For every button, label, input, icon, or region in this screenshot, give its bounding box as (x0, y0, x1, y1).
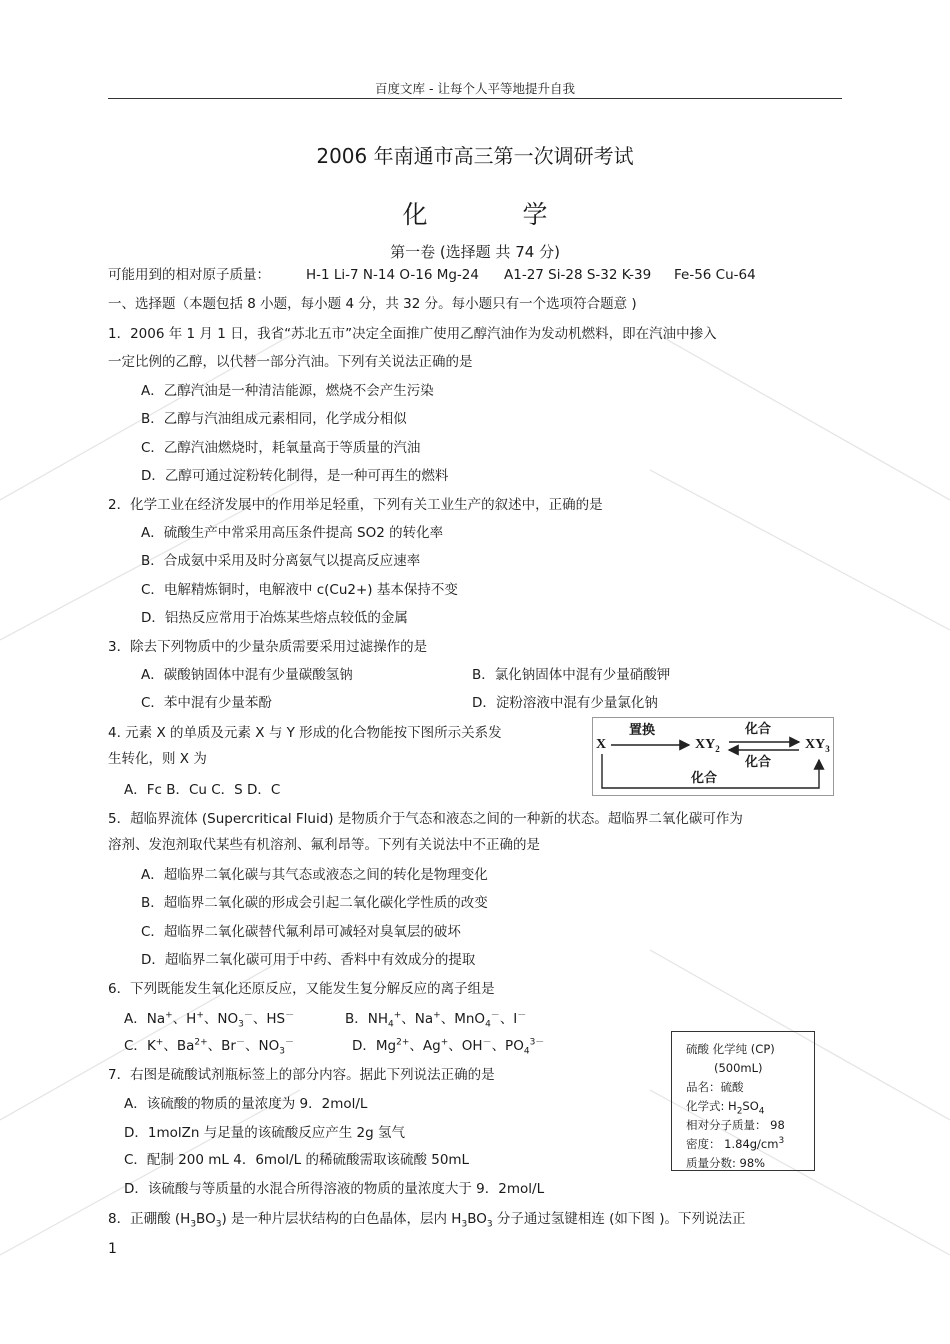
q1-option-a: A．乙醇汽油是一种清洁能源，燃烧不会产生污染 (141, 383, 434, 399)
diagram-node-x: X (596, 737, 607, 752)
q7-option-d: D．该硫酸与等质量的水混合所得溶液的物质的量浓度大于 9．2mol/L (124, 1181, 545, 1197)
page-number: 1 (108, 1241, 117, 1257)
q4-stem-line-2: 生转化，则 X 为 (108, 751, 207, 767)
q1-option-c: C．乙醇汽油燃烧时，耗氧量高于等质量的汽油 (141, 440, 421, 456)
label-line-3: 品名：硫酸 (686, 1080, 744, 1094)
q5-option-c: C．超临界二氧化碳替代氟利昂可减轻对臭氧层的破坏 (141, 924, 461, 940)
label-line-6: 密度： $1.84g/cm^3$ (686, 1136, 785, 1151)
q1-option-d: D．乙醇可通过淀粉转化制得，是一种可再生的燃料 (141, 468, 449, 484)
subject-char-2: 学 (522, 200, 548, 229)
diagram-label-combine-top: 化合 (745, 722, 772, 737)
q1-stem-line-2: 一定比例的乙醇，以代替一部分汽油。下列有关说法正确的是 (108, 354, 473, 370)
q6-option-c: C．K+、$Ba^{2+}$、Br－、$NO_3^-$ (124, 1037, 294, 1057)
diagram-node-xy2: $XY_2$ (695, 737, 720, 754)
q5-stem-line-1: 5．超临界流体 (Supercritical Fluid) 是物质介于气态和液态之间的一种新的状态。超临界二氧化碳可作为 (108, 811, 743, 827)
q5-option-b: B．超临界二氧化碳的形成会引起二氧化碳化学性质的改变 (141, 895, 488, 911)
q7-option-b: D．1molZn 与足量的该硫酸反应产生 2g 氢气 (124, 1125, 405, 1141)
label-line-4: 化学式: $H_2SO_4$ (686, 1099, 765, 1117)
header-rule (108, 98, 842, 99)
q3-stem: 3．除去下列物质中的少量杂质需要采用过滤操作的是 (108, 639, 428, 655)
q6-stem: 6．下列既能发生氧化还原反应，又能发生复分解反应的离子组是 (108, 981, 495, 997)
q3-option-b: B．氯化钠固体中混有少量硝酸钾 (472, 667, 671, 683)
diagram-label-displacement: 置换 (629, 723, 656, 738)
q3-option-a: A．碳酸钠固体中混有少量碳酸氢钠 (141, 667, 353, 683)
q3-option-c: C．苯中混有少量苯酚 (141, 695, 272, 711)
q2-option-b: B．合成氨中采用及时分离氨气以提高反应速率 (141, 553, 421, 569)
atomic-mass-group-3: Fe-56 Cu-64 (674, 267, 756, 283)
label-line-5: 相对分子质量： 98 (686, 1118, 785, 1132)
reaction-diagram (592, 717, 834, 796)
q4-options: A．Fc B．Cu C．S D．C (124, 782, 281, 798)
diagram-label-combine-bottom: 化合 (691, 771, 718, 786)
section-heading: 一、选择题（本题包括 8 小题，每小题 4 分，共 32 分。每小题只有一个选项符合题意 ) (108, 296, 637, 312)
q3-option-d: D．淀粉溶液中混有少量氯化钠 (472, 695, 658, 711)
q2-stem: 2．化学工业在经济发展中的作用举足轻重，下列有关工业生产的叙述中，正确的是 (108, 497, 603, 513)
q6-option-d: D．$Mg^{2+}$、Ag+、OH－、$PO_4^{3-}$ (352, 1037, 545, 1057)
exam-title: 2006 年南通市高三第一次调研考试 (316, 144, 634, 168)
diagram-node-xy3: $XY_3$ (805, 737, 830, 754)
page-header: 百度文库 - 让每个人平等地提升自我 (375, 81, 575, 96)
subject-title (0, 195, 950, 231)
q7-option-c: C．配制 200 mL 4．6mol/L 的稀硫酸需取该硫酸 50mL (124, 1152, 470, 1168)
label-line-1: 硫酸 化学纯 (CP) (686, 1042, 775, 1056)
atomic-mass-group-2: A1-27 Si-28 S-32 K-39 (504, 267, 652, 283)
q7-stem: 7．右图是硫酸试剂瓶标签上的部分内容。据此下列说法正确的是 (108, 1067, 495, 1083)
q2-option-c: C．电解精炼铜时，电解液中 c(Cu2+) 基本保持不变 (141, 582, 458, 598)
q2-option-a: A．硫酸生产中常采用高压条件提高 SO2 的转化率 (141, 525, 444, 541)
label-line-7: 质量分数: 98% (686, 1156, 766, 1170)
atomic-mass-group-1: H-1 Li-7 N-14 O-16 Mg-24 (306, 267, 479, 283)
q8-stem: 8．正硼酸 $(H_3BO_3)$ 是一种片层状结构的白色晶体，层内 $H_3BO_3$ 分子通过氢键相连 (如下图 )。下列说法正 (108, 1211, 746, 1230)
atomic-mass-label: 可能用到的相对原子质量： (108, 267, 270, 283)
q6-option-b: B．$NH_4^+$、Na+、MnO$_4$－、I－ (345, 1010, 527, 1030)
q1-stem-line-1: 1．2006 年 1 月 1 日，我省“苏北五市”决定全面推广使用乙醇汽油作为发动机燃料，即在汽油中掺入 (108, 326, 717, 342)
label-line-2: (500mL) (714, 1061, 763, 1075)
q5-stem-line-2: 溶剂、发泡剂取代某些有机溶剂、氟利昂等。下列有关说法中不正确的是 (108, 837, 540, 853)
q5-option-a: A．超临界二氧化碳与其气态或液态之间的转化是物理变化 (141, 867, 488, 883)
q2-option-d: D．铝热反应常用于冶炼某些熔点较低的金属 (141, 610, 408, 626)
q4-stem-line-1: 4. 元素 X 的单质及元素 X 与 Y 形成的化合物能按下图所示关系发 (108, 725, 502, 741)
q1-option-b: B．乙醇与汽油组成元素相同，化学成分相似 (141, 411, 407, 427)
q5-option-d: D．超临界二氧化碳可用于中药、香料中有效成分的提取 (141, 952, 476, 968)
q7-option-a: A．该硫酸的物质的量浓度为 9．2mol/L (124, 1096, 368, 1112)
subject-char-1: 化 (402, 200, 428, 229)
diagram-label-combine-mid: 化合 (745, 755, 772, 770)
q6-option-a: A．Na+、H+、$NO_3^-$、HS－ (124, 1010, 295, 1030)
reagent-label-box (671, 1031, 815, 1171)
part-heading: 第一卷 (选择题 共 74 分) (390, 243, 560, 261)
